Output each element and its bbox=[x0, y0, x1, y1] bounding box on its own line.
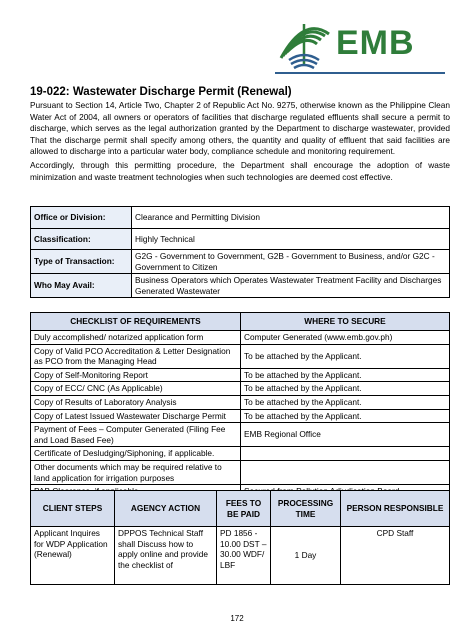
requirement-cell: Other documents which may be required relative to land application for irrigation purposes bbox=[31, 460, 241, 484]
fees-header: FEES TO BE PAID bbox=[217, 491, 271, 527]
second-paragraph: Accordingly, through this permitting procedure, the Department shall encourage the adoption of waste minimization and waste treatment technologies when such technologies are deemed cost effective. bbox=[30, 160, 450, 182]
info-row bbox=[31, 229, 450, 250]
info-label: Who May Avail: bbox=[31, 274, 132, 298]
checklist-header-row bbox=[31, 313, 450, 331]
agency-action-cell: DPPOS Technical Staff shall Discuss how to apply online and provide the checklist of bbox=[115, 527, 217, 585]
table-row bbox=[31, 460, 450, 484]
table-row bbox=[31, 368, 450, 382]
table-row bbox=[31, 423, 450, 447]
header-divider bbox=[275, 72, 445, 74]
requirement-cell: Copy of Results of Laboratory Analysis bbox=[31, 395, 241, 409]
logo-wordmark: EMB bbox=[336, 24, 415, 62]
where-cell: EMB Regional Office bbox=[241, 423, 450, 447]
requirement-cell: Payment of Fees – Computer Generated (Filing Fee and Load Based Fee) bbox=[31, 423, 241, 447]
where-cell: To be attached by the Applicant. bbox=[241, 344, 450, 368]
checklist-header: CHECKLIST OF REQUIREMENTS bbox=[31, 313, 241, 331]
intro-paragraph: Pursuant to Section 14, Article Two, Chapter 2 of Republic Act No. 9275, otherwise known as the Philippine Clean Water Act of 2004, all owners or operators of facilities that discharge regulated effluents shall secure a permit to discharge, which serves as the legal authorization granted by the Department to discharge wastewater, provided That the discharge permit shall specify among others, the quantity and quality of effluent that said facilities are allowed to discharge into a particular water body, compliance schedule and monitoring requirement. bbox=[30, 100, 450, 157]
requirement-cell: Certificate of Desludging/Siphoning, if applicable. bbox=[31, 447, 241, 461]
person-responsible-header: PERSON RESPONSIBLE bbox=[341, 491, 450, 527]
table-row bbox=[31, 447, 450, 461]
requirement-cell: Duly accomplished/ notarized application form bbox=[31, 331, 241, 345]
where-cell bbox=[241, 460, 450, 484]
info-value: G2G - Government to Government, G2B - Government to Business, and/or G2C - Government to Citizen bbox=[132, 250, 450, 274]
info-value: Business Operators which Operates Wastewater Treatment Facility and Discharges Generated Wastewater bbox=[132, 274, 450, 298]
where-cell: To be attached by the Applicant. bbox=[241, 409, 450, 423]
client-steps-table bbox=[30, 490, 450, 585]
page-title: 19-022: Wastewater Discharge Permit (Renewal) bbox=[30, 86, 292, 98]
fees-cell: PD 1856 - 10.00 DST – 30.00 WDF/ LBF bbox=[217, 527, 271, 585]
where-cell: Computer Generated (www.emb.gov.ph) bbox=[241, 331, 450, 345]
page-number: 172 bbox=[230, 614, 244, 623]
where-header: WHERE TO SECURE bbox=[241, 313, 450, 331]
checklist-table bbox=[30, 312, 450, 499]
table-row bbox=[31, 382, 450, 396]
where-cell: To be attached by the Applicant. bbox=[241, 382, 450, 396]
steps-header-row bbox=[31, 491, 450, 527]
table-row bbox=[31, 331, 450, 345]
info-value: Clearance and Permitting Division bbox=[132, 207, 450, 229]
info-row bbox=[31, 274, 450, 298]
info-label: Type of Transaction: bbox=[31, 250, 132, 274]
emb-logo bbox=[275, 14, 445, 74]
requirement-cell: Copy of Valid PCO Accreditation & Letter Designation as PCO from the Managing Head bbox=[31, 344, 241, 368]
where-cell: To be attached by the Applicant. bbox=[241, 395, 450, 409]
table-row bbox=[31, 409, 450, 423]
info-value: Highly Technical bbox=[132, 229, 450, 250]
info-label: Classification: bbox=[31, 229, 132, 250]
info-row bbox=[31, 207, 450, 229]
requirement-cell: Copy of ECC/ CNC (As Applicable) bbox=[31, 382, 241, 396]
agency-action-header: AGENCY ACTION bbox=[115, 491, 217, 527]
client-step-cell: Applicant Inquires for WDP Application (Renewal) bbox=[31, 527, 115, 585]
table-row bbox=[31, 395, 450, 409]
where-cell: To be attached by the Applicant. bbox=[241, 368, 450, 382]
requirement-cell: Copy of Latest Issued Wastewater Discharge Permit bbox=[31, 409, 241, 423]
table-row bbox=[31, 527, 450, 585]
info-row bbox=[31, 250, 450, 274]
requirement-cell: Copy of Self-Monitoring Report bbox=[31, 368, 241, 382]
client-steps-header: CLIENT STEPS bbox=[31, 491, 115, 527]
emb-leaf-icon bbox=[275, 14, 333, 70]
where-cell bbox=[241, 447, 450, 461]
processing-time-header: PROCESSING TIME bbox=[271, 491, 341, 527]
info-label: Office or Division: bbox=[31, 207, 132, 229]
processing-time-cell: 1 Day bbox=[271, 527, 341, 585]
service-info-table bbox=[30, 206, 450, 298]
person-responsible-cell: CPD Staff bbox=[341, 527, 450, 585]
table-row bbox=[31, 344, 450, 368]
